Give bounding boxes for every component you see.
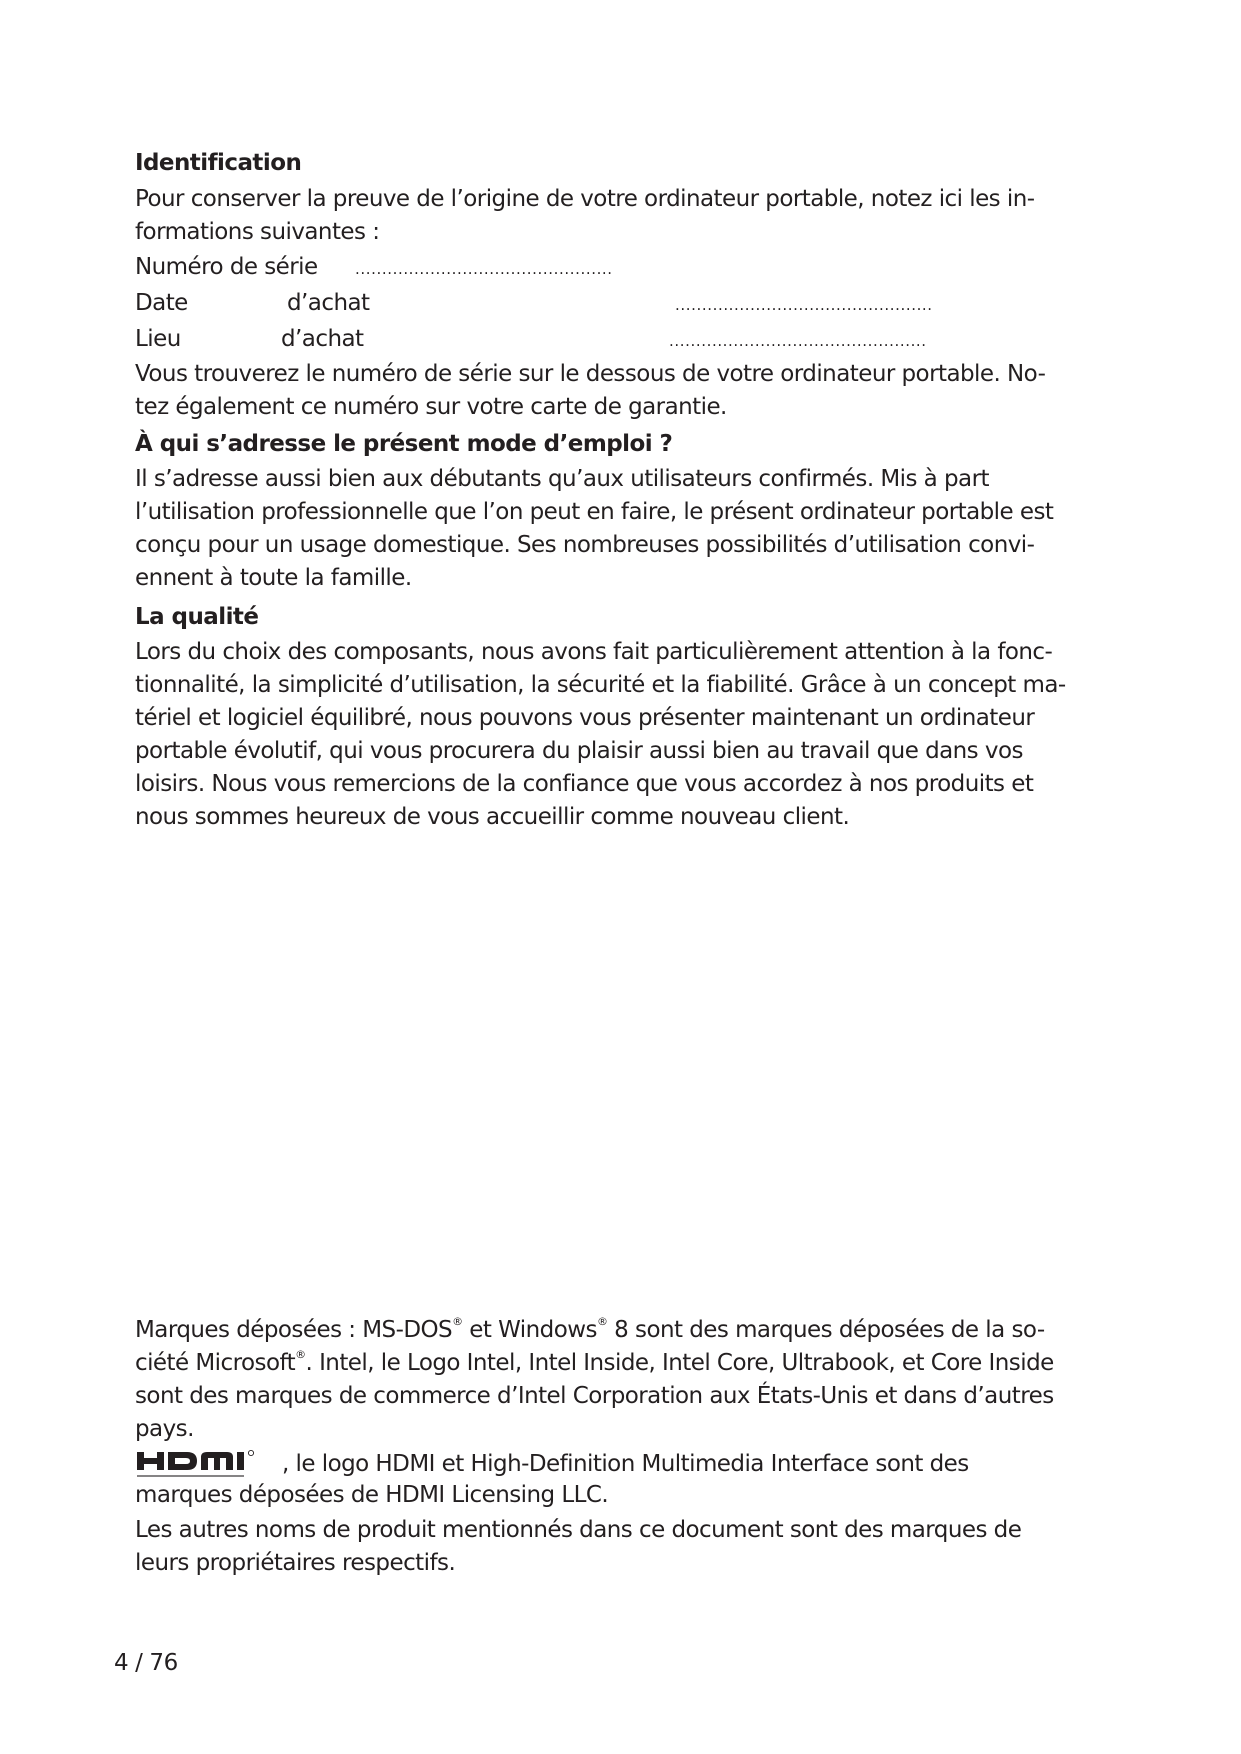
serial-number-label: Numéro de série xyxy=(135,254,318,280)
quality-paragraph-line: tionnalité, la simplicité d’utilisation, la sécurité et la fiabilité. Grâce à un concept ma- xyxy=(135,672,1066,698)
purchase-place-dotted-line: ................................................ xyxy=(669,332,927,350)
audience-paragraph-line: l’utilisation professionnelle que l’on peut en faire, le présent ordinateur portable est xyxy=(135,499,1054,525)
quality-paragraph-line: Lors du choix des composants, nous avons fait particulièrement attention à la fonc- xyxy=(135,639,1053,665)
hdmi-trademark-line xyxy=(135,1449,1115,1483)
registered-mark: ® xyxy=(295,1348,306,1362)
trademarks-text: et Windows xyxy=(462,1317,597,1343)
trademarks-line: sont des marques de commerce d’Intel Corporation aux États-Unis et dans d’autres xyxy=(135,1383,1054,1409)
trademarks-line xyxy=(135,1315,1045,1345)
audience-paragraph-line: Il s’adresse aussi bien aux débutants qu’aux utilisateurs confirmés. Mis à part xyxy=(135,466,989,492)
trademarks-text: 8 sont des marques déposées de la so- xyxy=(607,1317,1045,1343)
trademarks-line: pays. xyxy=(135,1416,194,1442)
purchase-place-label-suffix: d’achat xyxy=(281,326,364,352)
serial-note-line: Vous trouverez le numéro de série sur le dessous de votre ordinateur portable. No- xyxy=(135,361,1046,387)
purchase-date-label: Date xyxy=(135,290,188,316)
quality-paragraph-line: tériel et logiciel équilibré, nous pouvons vous présenter maintenant un ordinateur xyxy=(135,705,1035,731)
page-number: 4 / 76 xyxy=(114,1650,178,1676)
purchase-place-label: Lieu xyxy=(135,326,181,352)
trademarks-line: Les autres noms de produit mentionnés dans ce document sont des marques de xyxy=(135,1517,1022,1543)
serial-number-dotted-line: ................................................ xyxy=(355,260,613,278)
trademarks-text: ciété Microsoft xyxy=(135,1350,296,1376)
quality-paragraph-line: nous sommes heureux de vous accueillir comme nouveau client. xyxy=(135,804,850,830)
purchase-date-dotted-line: ................................................ xyxy=(675,296,933,314)
trademarks-line: marques déposées de HDMI Licensing LLC. xyxy=(135,1482,609,1508)
trademarks-text: . Intel, le Logo Intel, Intel Inside, Intel Core, Ultrabook, et Core Inside xyxy=(305,1350,1054,1376)
registered-mark: ® xyxy=(596,1315,608,1329)
hdmi-logo xyxy=(135,1449,269,1481)
audience-heading: À qui s’adresse le présent mode d’emploi ? xyxy=(135,431,673,457)
audience-paragraph-line: ennent à toute la famille. xyxy=(135,565,412,591)
audience-paragraph-line: conçu pour un usage domestique. Ses nombreuses possibilités d’utilisation convi- xyxy=(135,532,1035,558)
identification-heading: Identification xyxy=(135,150,302,176)
trademarks-text: Marques déposées : MS-DOS xyxy=(135,1317,453,1343)
quality-paragraph-line: portable évolutif, qui vous procurera du plaisir aussi bien au travail que dans vos xyxy=(135,738,1023,764)
quality-paragraph-line: loisirs. Nous vous remercions de la confiance que vous accordez à nos produits et xyxy=(135,771,1034,797)
identification-intro-line: formations suivantes : xyxy=(135,219,380,245)
serial-note-line: tez également ce numéro sur votre carte de garantie. xyxy=(135,394,727,420)
registered-mark: ® xyxy=(452,1315,463,1329)
hdmi-trademark-text: , le logo HDMI et High-Definition Multimedia Interface sont des xyxy=(282,1451,969,1477)
trademarks-line xyxy=(135,1348,1054,1378)
purchase-date-label-suffix: d’achat xyxy=(287,290,370,316)
quality-heading: La qualité xyxy=(135,604,259,630)
identification-intro-line: Pour conserver la preuve de l’origine de votre ordinateur portable, notez ici les in- xyxy=(135,186,1035,212)
trademarks-line: leurs propriétaires respectifs. xyxy=(135,1550,456,1576)
